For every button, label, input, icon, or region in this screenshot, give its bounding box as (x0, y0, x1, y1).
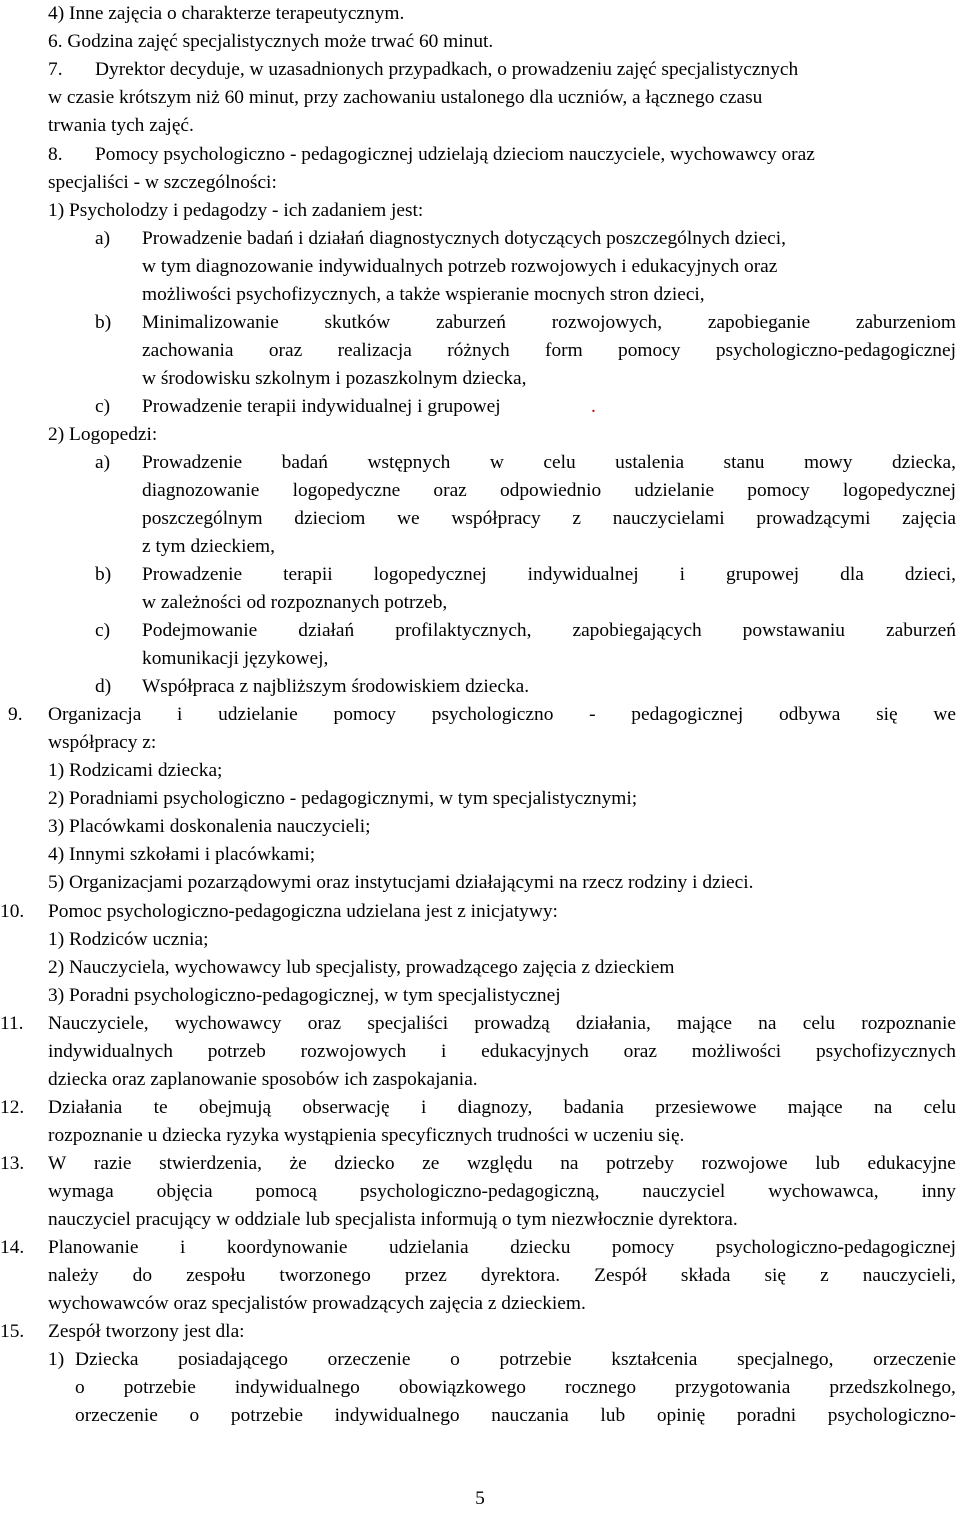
item-letter: a) (95, 452, 111, 473)
paragraph-line: zachowania oraz realizacja różnych form pomocy psychologiczno-pedagogicznej (142, 340, 956, 361)
paragraph-line: w tym diagnozowanie indywidualnych potrzeb rozwojowych i edukacyjnych oraz (142, 256, 778, 277)
list-item-line: 3) Placówkami doskonalenia nauczycieli; (48, 816, 371, 837)
paragraph-line: nauczyciel pracujący w oddziale lub specjalista informują o tym niezwłocznie dyrektora. (48, 1209, 738, 1230)
paragraph-line: Dziecka posiadającego orzeczenie o potrzebie kształcenia specjalnego, orzeczenie (75, 1349, 956, 1370)
item-number: 15. (0, 1321, 25, 1342)
paragraph-line: Współpraca z najbliższym środowiskiem dziecka. (142, 676, 530, 697)
paragraph-line: rozpoznanie u dziecka ryzyka wystąpienia specyficznych trudności w uczeniu się. (48, 1125, 685, 1146)
paragraph-line: W razie stwierdzenia, że dziecko ze względu na potrzeby rozwojowe lub edukacyjne (48, 1153, 956, 1174)
paragraph-line: indywidualnych potrzeb rozwojowych i edukacyjnych oraz możliwości psychofizycznych (48, 1041, 956, 1062)
paragraph-line: z tym dzieckiem, (142, 536, 275, 557)
item-number: 12. (0, 1097, 25, 1118)
paragraph-mark: . (591, 396, 596, 417)
paragraph-line: dziecka oraz zaplanowanie sposobów ich zaspokajania. (48, 1069, 478, 1090)
item-number: 8. (48, 144, 63, 165)
paragraph-line: Pomoc psychologiczno-pedagogiczna udzielana jest z inicjatywy: (48, 901, 558, 922)
paragraph-line: w czasie krótszym niż 60 minut, przy zachowaniu ustalonego dla uczniów, a łącznego czasu (48, 87, 763, 108)
item-number: 11. (0, 1013, 24, 1034)
list-item-line: 6. Godzina zajęć specjalistycznych może trwać 60 minut. (48, 31, 494, 52)
paragraph-line: Zespół tworzony jest dla: (48, 1321, 245, 1342)
paragraph-line: komunikacji językowej, (142, 648, 329, 669)
paragraph-line: w zależności od rozpoznanych potrzeb, (142, 592, 448, 613)
item-number: 9. (8, 704, 23, 725)
paragraph-line: możliwości psychofizycznych, a także wspieranie mocnych stron dzieci, (142, 284, 705, 305)
list-item-line: 5) Organizacjami pozarządowymi oraz instytucjami działającymi na rzecz rodziny i dzieci. (48, 872, 754, 893)
paragraph-line: Planowanie i koordynowanie udzielania dziecku pomocy psychologiczno-pedagogicznej (48, 1237, 956, 1258)
paragraph-line: Minimalizowanie skutków zaburzeń rozwojowych, zapobieganie zaburzeniom (142, 312, 956, 333)
paragraph-line: Działania te obejmują obserwację i diagnozy, badania przesiewowe mające na celu (48, 1097, 956, 1118)
paragraph-line: specjaliści - w szczególności: (48, 172, 277, 193)
paragraph-line: należy do zespołu tworzonego przez dyrektora. Zespół składa się z nauczycieli, (48, 1265, 956, 1286)
item-letter: c) (95, 396, 111, 417)
list-item-line: 4) Innymi szkołami i placówkami; (48, 844, 316, 865)
item-letter: d) (95, 676, 112, 697)
paragraph-line: Pomocy psychologiczno - pedagogicznej udzielają dzieciom nauczyciele, wychowawcy oraz (95, 144, 815, 165)
paragraph-line: poszczególnym dzieciom we współpracy z nauczycielami prowadzącymi zajęcia (142, 508, 956, 529)
list-item-line: 2) Poradniami psychologiczno - pedagogicznymi, w tym specjalistycznymi; (48, 788, 638, 809)
paragraph-line: Podejmowanie działań profilaktycznych, zapobiegających powstawaniu zaburzeń (142, 620, 956, 641)
list-item-line: 1) Rodzicami dziecka; (48, 760, 223, 781)
paragraph-line: Prowadzenie badań i działań diagnostycznych dotyczących poszczególnych dzieci, (142, 228, 786, 249)
list-item-line: 4) Inne zajęcia o charakterze terapeutycznym. (48, 3, 405, 24)
paragraph-line: Organizacja i udzielanie pomocy psychologiczno - pedagogicznej odbywa się we (48, 704, 956, 725)
paragraph-line: diagnozowanie logopedyczne oraz odpowiednio udzielanie pomocy logopedycznej (142, 480, 956, 501)
paragraph-line: Prowadzenie terapii logopedycznej indywidualnej i grupowej dla dzieci, (142, 564, 956, 585)
item-letter: c) (95, 620, 111, 641)
item-letter: b) (95, 312, 112, 333)
list-item-line: 2) Nauczyciela, wychowawcy lub specjalisty, prowadzącego zajęcia z dzieckiem (48, 957, 675, 978)
paragraph-line: Nauczyciele, wychowawcy oraz specjaliści prowadzą działania, mające na celu rozpoznanie (48, 1013, 956, 1034)
paragraph-line: Dyrektor decyduje, w uzasadnionych przypadkach, o prowadzeniu zajęć specjalistycznych (95, 59, 799, 80)
list-item-line: 2) Logopedzi: (48, 424, 158, 445)
list-item-line: 1) Psycholodzy i pedagodzy - ich zadaniem jest: (48, 200, 424, 221)
list-item-line: 3) Poradni psychologiczno-pedagogicznej, w tym specjalistycznej (48, 985, 561, 1006)
item-number: 14. (0, 1237, 25, 1258)
item-number: 7. (48, 59, 63, 80)
page-number: 5 (475, 1488, 485, 1509)
paragraph-line: trwania tych zajęć. (48, 115, 194, 136)
item-letter: b) (95, 564, 112, 585)
paragraph-line: w środowisku szkolnym i pozaszkolnym dziecka, (142, 368, 527, 389)
paragraph-line: o potrzebie indywidualnego obowiązkowego rocznego przygotowania przedszkolnego, (75, 1377, 956, 1398)
list-item-line: 1) Rodziców ucznia; (48, 929, 209, 950)
paragraph-line: orzeczenie o potrzebie indywidualnego nauczania lub opinię poradni psychologiczno- (75, 1405, 956, 1426)
paragraph-line: wymaga objęcia pomocą psychologiczno-pedagogiczną, nauczyciel wychowawca, inny (48, 1181, 956, 1202)
item-number: 10. (0, 901, 25, 922)
paragraph-line: Prowadzenie terapii indywidualnej i grupowej (142, 396, 501, 417)
item-number: 1) (48, 1349, 65, 1370)
item-letter: a) (95, 228, 111, 249)
paragraph-line: współpracy z: (48, 732, 157, 753)
paragraph-line: wychowawców oraz specjalistów prowadzących zajęcia z dzieckiem. (48, 1293, 586, 1314)
paragraph-line: Prowadzenie badań wstępnych w celu ustalenia stanu mowy dziecka, (142, 452, 956, 473)
item-number: 13. (0, 1153, 25, 1174)
